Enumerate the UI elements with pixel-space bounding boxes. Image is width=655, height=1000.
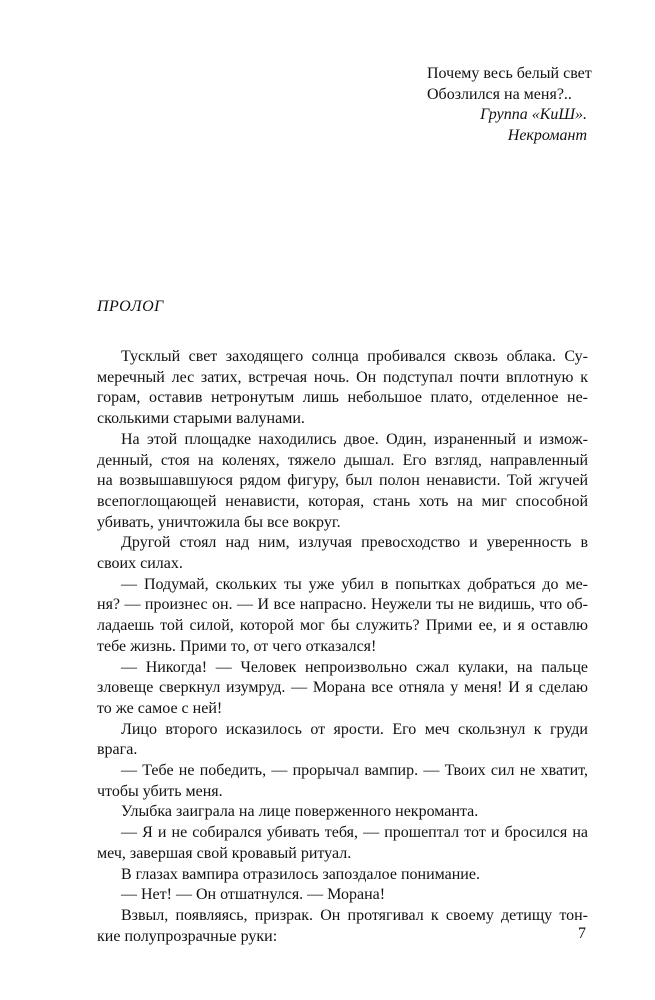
text-line: денный, стоя на коленях, тяжело дышал. Его взгляд, направленный: [97, 451, 588, 469]
text-line: В глазах вампира отразилось запоздалое понимание.: [121, 865, 480, 883]
text-line: На этой площадке находились двое. Один, израненный и измож-: [121, 430, 588, 448]
epigraph-line: Обозлился на меня?..: [427, 85, 572, 103]
text-line: Лицо второго исказилось от ярости. Его меч скользнул к груди: [121, 720, 588, 738]
text-line: горам, оставив нетронутым лишь небольшое плато, отделенное не-: [97, 389, 588, 407]
text-line: убивать, уничтожила бы все вокруг.: [97, 513, 341, 531]
text-line: ладаешь той силой, которой мог бы служить? Прими ее, и я оставлю: [97, 617, 588, 635]
text-line: кие полупрозрачные руки:: [97, 927, 278, 945]
text-line: то же самое с ней!: [97, 699, 223, 717]
text-line: — Подумай, скольких ты уже убил в попытках добраться до ме-: [121, 575, 588, 593]
text-line: на возвышавшуюся рядом фигуру, был полон ненависти. Той жгучей: [97, 472, 588, 490]
text-line: всепоглощающей ненависти, которая, стань хоть на миг способной: [97, 492, 588, 510]
text-line: Улыбка заиграла на лице поверженного некроманта.: [121, 803, 479, 821]
text-line: ня? — произнес он. — И все напрасно. Неужели ты не видишь, что об-: [97, 596, 588, 614]
text-line: меречный лес затих, встречая ночь. Он подступал почти вплотную к: [97, 368, 588, 386]
text-line: — Тебе не победить, — прорычал вампир. — Твоих сил не хватит,: [121, 762, 588, 780]
epigraph-attribution-title: Некромант: [507, 126, 587, 144]
text-line: врага.: [97, 741, 138, 759]
epigraph-line: Почему весь белый свет: [427, 65, 592, 82]
page-number: 7: [578, 925, 586, 942]
text-line: Тусклый свет заходящего солнца пробивался сквозь облака. Су-: [121, 348, 588, 365]
epigraph-attribution-source: Группа «КиШ».: [480, 106, 587, 123]
body-text: [97, 347, 588, 947]
text-line: своих силах.: [97, 555, 183, 573]
text-line: — Я и не собирался убивать тебя, — прошептал тот и бросился на: [121, 824, 588, 842]
epigraph: [427, 64, 627, 146]
chapter-title: ПРОЛОГ: [97, 298, 164, 315]
text-line: Взвыл, появляясь, призрак. Он протягивал к своему детищу тон-: [121, 906, 588, 924]
text-line: меч, завершая свой кровавый ритуал.: [97, 844, 352, 862]
text-line: тебе жизнь. Прими то, от чего отказался!: [97, 637, 377, 655]
text-line: — Нет! — Он отшатнулся. — Морана!: [121, 886, 386, 904]
text-line: чтобы убить меня.: [97, 782, 223, 800]
text-line: зловеще сверкнул изумруд. — Морана все отняла у меня! И я сделаю: [97, 679, 588, 697]
text-line: — Никогда! — Человек непроизвольно сжал кулаки, на пальце: [121, 658, 588, 676]
text-line: Другой стоял над ним, излучая превосходство и уверенность в: [121, 534, 588, 552]
text-line: сколькими старыми валунами.: [97, 410, 305, 428]
